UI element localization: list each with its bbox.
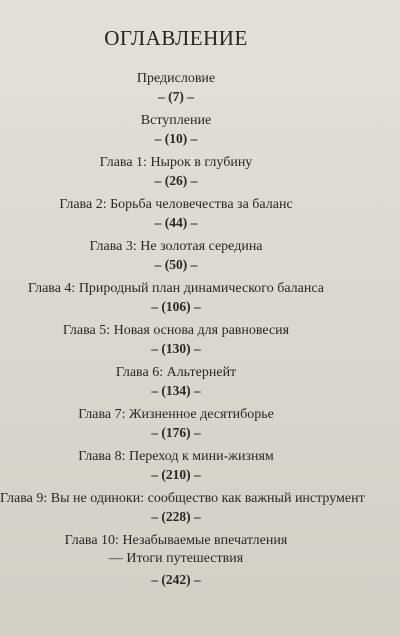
- toc-entry-introduction: [0, 112, 352, 148]
- toc-entry-page: – (130) –: [151, 341, 201, 356]
- toc-entry-page: – (106) –: [151, 299, 201, 314]
- toc-entry-label: Глава 4: Природный план динамического баланса: [28, 281, 324, 296]
- toc-entry-label: Глава 3: Не золотая середина: [89, 239, 263, 254]
- toc-entry-chapter-2: [0, 196, 352, 232]
- toc-entry-chapter-1: [0, 154, 352, 190]
- toc-entry-page: – (210) –: [151, 467, 201, 482]
- toc-entry-page: – (228) –: [151, 509, 201, 524]
- toc-entry-label: Вступление: [140, 113, 212, 128]
- toc-entry-chapter-6: [0, 364, 352, 400]
- toc-entry-label: Глава 1: Нырок в глубину: [99, 155, 253, 170]
- toc-entry-label: Глава 5: Новая основа для равновесия: [62, 323, 290, 338]
- toc-entry-chapter-10: [0, 532, 352, 589]
- toc-entry-chapter-5: [0, 322, 352, 358]
- page-title: ОГЛАВЛЕНИЕ: [104, 26, 248, 50]
- toc-entry-page: – (50) –: [154, 257, 198, 272]
- toc-entry-page: – (26) –: [154, 173, 198, 188]
- toc-entry-chapter-7: [0, 406, 352, 442]
- toc-entry-preface: [0, 70, 352, 106]
- toc-entry-label: Глава 9: Вы не одиноки: сообщество как важный инструмент: [0, 491, 365, 506]
- table-of-contents: [0, 70, 365, 595]
- toc-entry-label: Глава 6: Альтернейт: [115, 365, 237, 380]
- toc-entry-page: – (242) –: [151, 572, 201, 587]
- toc-entry-chapter-8: [0, 448, 352, 484]
- toc-entry-label: Глава 8: Переход к мини-жизням: [78, 449, 274, 464]
- toc-entry-chapter-3: [0, 238, 352, 274]
- toc-entry-page: – (10) –: [154, 131, 198, 146]
- toc-entry-page: – (134) –: [151, 383, 201, 398]
- toc-entry-chapter-4: [0, 280, 352, 316]
- toc-entry-chapter-9: [0, 490, 365, 526]
- toc-entry-label: Глава 7: Жизненное десятиборье: [78, 407, 274, 422]
- toc-entry-label: Глава 10: Незабываемые впечатления: [64, 533, 288, 548]
- toc-entry-label-continuation: — Итоги путешествия: [108, 551, 244, 566]
- toc-entry-label: Предисловие: [136, 71, 216, 86]
- toc-entry-page: – (176) –: [151, 425, 201, 440]
- toc-entry-page: – (44) –: [154, 215, 198, 230]
- toc-entry-label: Глава 2: Борьба человечества за баланс: [59, 197, 293, 212]
- toc-entry-page: – (7) –: [158, 89, 194, 104]
